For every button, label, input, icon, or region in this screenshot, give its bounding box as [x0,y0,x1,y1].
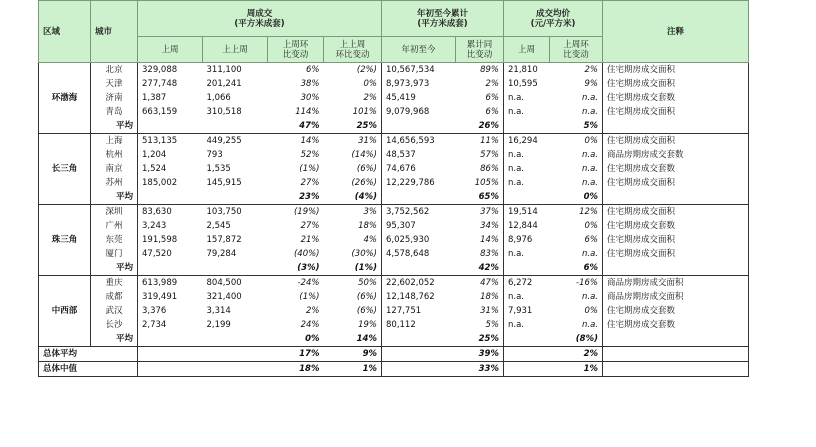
prev-wow-cell: (14%) [324,148,382,162]
city-cell: 深圳 [91,205,138,220]
city-cell: 南京 [91,162,138,176]
price-change-cell: 12% [550,205,603,220]
header-price-wow [550,37,603,63]
total-prev-wow-cell: 9% [324,347,382,362]
blank-cell [382,362,456,377]
avg-ytd-yoy-cell: 26% [456,119,504,134]
ytd-yoy-cell: 83% [456,247,504,261]
blank-cell [603,362,749,377]
table-row [39,233,749,247]
region-label: 中西部 [39,276,91,347]
ytd-yoy-cell: 86% [456,162,504,176]
prev-wow-cell: 3% [324,205,382,220]
prev-week-cell: 2,199 [206,320,231,330]
prev-week-cell: 3,314 [206,306,231,316]
ytd-yoy-cell: 18% [456,290,504,304]
ytd-yoy-cell: 11% [456,134,504,149]
avg-wow-cell: 23% [268,190,324,205]
average-label: 平均 [91,190,138,205]
prev-week-cell: 1,535 [206,164,231,174]
price-cell: 7,931 [508,306,533,316]
price-cell: n.a. [508,107,524,117]
note-cell: 住宅期房成交面积 [603,105,749,119]
price-cell: n.a. [508,320,524,330]
note-cell: 住宅期房成交面积 [603,77,749,91]
avg-prev-wow-cell: 25% [324,119,382,134]
city-cell: 青岛 [91,105,138,119]
last-week-cell: 613,989 [138,276,203,291]
ytd-yoy-cell: 6% [456,91,504,105]
total-row [39,362,749,377]
blank-cell [138,332,203,347]
wow-cell: 14% [268,134,324,149]
note-cell: 住宅期房成交面积 [603,233,749,247]
average-row [39,332,749,347]
table-row [39,91,749,105]
wow-cell: 38% [300,79,320,89]
wow-cell: (19%) [268,205,324,220]
header-ytd: 年初至今 [382,37,456,63]
ytd-cell: 127,751 [386,306,422,316]
blank-cell [382,190,456,205]
blank-cell [138,119,203,134]
table-row [39,290,749,304]
blank-cell [603,347,749,362]
table-row [39,318,749,332]
header-notes: 注释 [603,1,749,63]
city-cell: 北京 [91,63,138,78]
note-cell: 商品房期房成交面积 [603,276,749,291]
blank-cell [603,190,749,205]
table-row [39,219,749,233]
city-cell: 济南 [91,91,138,105]
header-city: 城市 [91,1,138,63]
wow-cell: 21% [300,235,320,245]
note-cell: 住宅期房成交面积 [603,134,749,149]
total-wow-cell: 17% [268,347,324,362]
price-cell: n.a. [508,178,524,188]
price-change-cell: 0% [550,304,603,318]
city-cell: 广州 [91,219,138,233]
wow-cell: 30% [300,93,320,103]
wow-cell: -24% [268,276,324,291]
header-price-wow-line1: 上周环 [563,39,589,50]
prev-wow-cell: (30%) [324,247,382,261]
price-cell: n.a. [508,164,524,174]
blank-cell [203,119,268,134]
avg-ytd-yoy-cell: 65% [456,190,504,205]
wow-cell: (1%) [299,164,320,174]
header-ytd-group [382,1,504,37]
last-week-cell: 83,630 [138,205,203,220]
ytd-cell: 12,229,786 [386,178,435,188]
ytd-cell: 6,025,930 [386,235,430,245]
ytd-group-title: 年初至今累计 [416,8,468,19]
average-row [39,261,749,276]
weekly-group-unit: (平方米成套) [234,18,285,29]
table-row [39,148,749,162]
table-row [39,105,749,119]
prev-wow-cell: (6%) [324,304,382,318]
region-label: 环渤海 [39,63,91,134]
blank-cell [603,332,749,347]
prev-wow-cell: 31% [324,134,382,149]
note-cell: 住宅期房成交面积 [603,63,749,78]
ytd-cell: 14,656,593 [382,134,456,149]
ytd-yoy-cell: 34% [456,219,504,233]
city-cell: 厦门 [91,247,138,261]
ytd-cell: 10,567,534 [382,63,456,78]
ytd-cell: 80,112 [386,320,416,330]
ytd-cell: 22,602,052 [382,276,456,291]
blank-cell [203,347,268,362]
housing-transaction-table [38,0,749,377]
wow-cell: 27% [300,221,320,231]
blank-cell [382,347,456,362]
price-change-cell: n.a. [550,176,603,190]
wow-cell: 6% [268,63,324,78]
average-label: 平均 [91,119,138,134]
table-row [39,304,749,318]
ytd-yoy-cell: 105% [456,176,504,190]
ytd-yoy-cell: 31% [456,304,504,318]
last-week-cell: 329,088 [138,63,203,78]
price-cell: 19,514 [504,205,550,220]
table-body [39,63,749,377]
price-cell: n.a. [508,150,524,160]
price-cell: 21,810 [504,63,550,78]
ytd-yoy-cell: 2% [456,77,504,91]
table-row [39,205,749,220]
average-row [39,190,749,205]
ytd-cell: 4,578,648 [386,249,430,259]
avg-wow-cell: (3%) [268,261,324,276]
total-label: 总体平均 [39,347,138,362]
prev-week-cell: 310,518 [206,107,242,117]
prev-wow-cell: (6%) [324,162,382,176]
avg-prev-wow-cell: (4%) [324,190,382,205]
wow-cell: 27% [300,178,320,188]
prev-wow-cell: 0% [324,77,382,91]
avg-price-change-cell: 5% [550,119,603,134]
note-cell: 住宅期房成交套数 [603,219,749,233]
header-price-wow-line2: 比变动 [563,49,589,60]
header-prev-week: 上上周 [203,37,268,63]
blank-cell [504,190,550,205]
last-week-cell: 513,135 [138,134,203,149]
ytd-cell: 8,973,973 [386,79,430,89]
ytd-cell: 3,752,562 [382,205,456,220]
table-row [39,276,749,291]
city-cell: 东莞 [91,233,138,247]
blank-cell [504,347,550,362]
ytd-yoy-cell: 89% [456,63,504,78]
last-week-cell: 1,204 [142,150,167,160]
price-group-unit: (元/平方米) [530,18,576,29]
last-week-cell: 277,748 [142,79,178,89]
prev-wow-cell: 18% [324,219,382,233]
total-price-change-cell: 1% [550,362,603,377]
city-cell: 上海 [91,134,138,149]
average-row [39,119,749,134]
price-cell: 10,595 [508,79,538,89]
header-last-week: 上周 [138,37,203,63]
header-prev-wow-line2: 环比变动 [335,49,370,60]
header-ytd-yoy-line1: 累计同 [466,39,493,50]
ytd-yoy-cell: 5% [456,318,504,332]
total-ytd-yoy-cell: 33% [456,362,504,377]
blank-cell [382,261,456,276]
last-week-cell: 1,524 [142,164,167,174]
avg-ytd-yoy-cell: 25% [456,332,504,347]
blank-cell [138,347,203,362]
ytd-cell: 74,676 [386,164,416,174]
note-cell: 住宅期房成交套数 [603,91,749,105]
city-cell: 苏州 [91,176,138,190]
ytd-yoy-cell: 47% [456,276,504,291]
header-wow-line2: 比变动 [282,49,309,60]
blank-cell [382,119,456,134]
total-wow-cell: 18% [268,362,324,377]
prev-wow-cell: 2% [324,91,382,105]
wow-cell: 24% [300,320,320,330]
last-week-cell: 191,598 [142,235,178,245]
prev-week-cell: 804,500 [203,276,268,291]
avg-wow-cell: 0% [268,332,324,347]
ytd-yoy-cell: 6% [456,105,504,119]
prev-week-cell: 1,066 [206,93,231,103]
price-change-cell: n.a. [550,318,603,332]
city-cell: 成都 [91,290,138,304]
avg-price-change-cell: (8%) [550,332,603,347]
price-change-cell: 2% [550,63,603,78]
prev-week-cell: 157,872 [206,235,242,245]
region-label: 长三角 [39,134,91,205]
table-row [39,162,749,176]
prev-week-cell: 449,255 [203,134,268,149]
price-cell: 6,272 [504,276,550,291]
header-wow [268,37,324,63]
city-cell: 武汉 [91,304,138,318]
header-region: 区域 [39,1,91,63]
avg-price-change-cell: 0% [550,190,603,205]
blank-cell [203,332,268,347]
prev-wow-cell: (6%) [324,290,382,304]
last-week-cell: 319,491 [142,292,178,302]
avg-price-change-cell: 6% [550,261,603,276]
prev-week-cell: 2,545 [206,221,231,231]
table-row [39,176,749,190]
price-change-cell: n.a. [550,148,603,162]
wow-cell: 2% [306,306,320,316]
blank-cell [603,119,749,134]
city-cell: 天津 [91,77,138,91]
prev-wow-cell: (26%) [324,176,382,190]
last-week-cell: 663,159 [142,107,178,117]
last-week-cell: 185,002 [142,178,178,188]
blank-cell [504,119,550,134]
price-cell: n.a. [508,249,524,259]
prev-week-cell: 793 [206,150,223,160]
prev-wow-cell: (2%) [324,63,382,78]
note-cell: 商品房期房成交套数 [603,148,749,162]
ytd-group-unit: (平方米成套) [417,18,468,29]
city-cell: 长沙 [91,318,138,332]
blank-cell [603,261,749,276]
avg-ytd-yoy-cell: 42% [456,261,504,276]
price-change-cell: 0% [550,134,603,149]
header-price-last: 上周 [504,37,550,63]
last-week-cell: 2,734 [142,320,167,330]
total-prev-wow-cell: 1% [324,362,382,377]
blank-cell [504,261,550,276]
total-label: 总体中值 [39,362,138,377]
region-label: 珠三角 [39,205,91,276]
ytd-cell: 45,419 [386,93,416,103]
note-cell: 商品房期房成交面积 [603,290,749,304]
blank-cell [504,362,550,377]
blank-cell [203,362,268,377]
price-change-cell: 9% [550,77,603,91]
last-week-cell: 3,376 [142,306,167,316]
total-ytd-yoy-cell: 39% [456,347,504,362]
blank-cell [203,261,268,276]
price-change-cell: 6% [550,233,603,247]
prev-week-cell: 145,915 [206,178,242,188]
price-cell: 16,294 [504,134,550,149]
price-change-cell: 0% [550,219,603,233]
avg-prev-wow-cell: 14% [324,332,382,347]
prev-week-cell: 321,400 [206,292,242,302]
ytd-yoy-cell: 57% [456,148,504,162]
prev-wow-cell: 19% [324,318,382,332]
note-cell: 住宅期房成交套数 [603,318,749,332]
last-week-cell: 3,243 [142,221,167,231]
avg-wow-cell: 47% [268,119,324,134]
prev-wow-cell: 50% [324,276,382,291]
note-cell: 住宅期房成交套数 [603,162,749,176]
blank-cell [504,332,550,347]
total-row [39,347,749,362]
last-week-cell: 1,387 [142,93,167,103]
header-weekly-group [138,1,382,37]
price-cell: n.a. [508,93,524,103]
prev-week-cell: 201,241 [206,79,242,89]
wow-cell: 52% [300,150,320,160]
prev-wow-cell: 4% [324,233,382,247]
prev-wow-cell: 101% [324,105,382,119]
ytd-yoy-cell: 14% [456,233,504,247]
prev-week-cell: 311,100 [203,63,268,78]
header-prev-wow [324,37,382,63]
header-price-group [504,1,603,37]
table-row [39,63,749,78]
ytd-cell: 9,079,968 [386,107,430,117]
price-change-cell: n.a. [550,91,603,105]
total-price-change-cell: 2% [550,347,603,362]
ytd-cell: 48,537 [386,150,416,160]
average-label: 平均 [91,332,138,347]
blank-cell [138,362,203,377]
blank-cell [138,261,203,276]
weekly-group-title: 周成交 [246,8,273,19]
wow-cell: 114% [295,107,320,117]
average-label: 平均 [91,261,138,276]
last-week-cell: 47,520 [142,249,172,259]
note-cell: 住宅期房成交套数 [603,304,749,318]
table-row [39,134,749,149]
price-change-cell: n.a. [550,162,603,176]
price-cell: 12,844 [508,221,538,231]
ytd-cell: 95,307 [386,221,416,231]
avg-prev-wow-cell: (1%) [324,261,382,276]
note-cell: 住宅期房成交面积 [603,247,749,261]
city-cell: 杭州 [91,148,138,162]
price-cell: 8,976 [508,235,533,245]
note-cell: 住宅期房成交面积 [603,205,749,220]
prev-week-cell: 103,750 [203,205,268,220]
header-ytd-yoy [456,37,504,63]
price-change-cell: -16% [550,276,603,291]
ytd-yoy-cell: 37% [456,205,504,220]
blank-cell [138,190,203,205]
blank-cell [382,332,456,347]
prev-week-cell: 79,284 [206,249,237,259]
city-cell: 重庆 [91,276,138,291]
blank-cell [203,190,268,205]
wow-cell: (1%) [299,292,320,302]
ytd-cell: 12,148,762 [386,292,435,302]
table-row [39,247,749,261]
table-row [39,77,749,91]
note-cell: 住宅期房成交面积 [603,176,749,190]
wow-cell: (40%) [293,249,320,259]
price-cell: n.a. [508,292,524,302]
price-group-title: 成交均价 [535,8,570,19]
price-change-cell: n.a. [550,247,603,261]
header-wow-line1: 上周环 [282,39,309,50]
header-prev-wow-line1: 上上周 [339,39,366,50]
price-change-cell: n.a. [550,290,603,304]
price-change-cell: n.a. [550,105,603,119]
header-ytd-yoy-line2: 比变动 [466,49,493,60]
